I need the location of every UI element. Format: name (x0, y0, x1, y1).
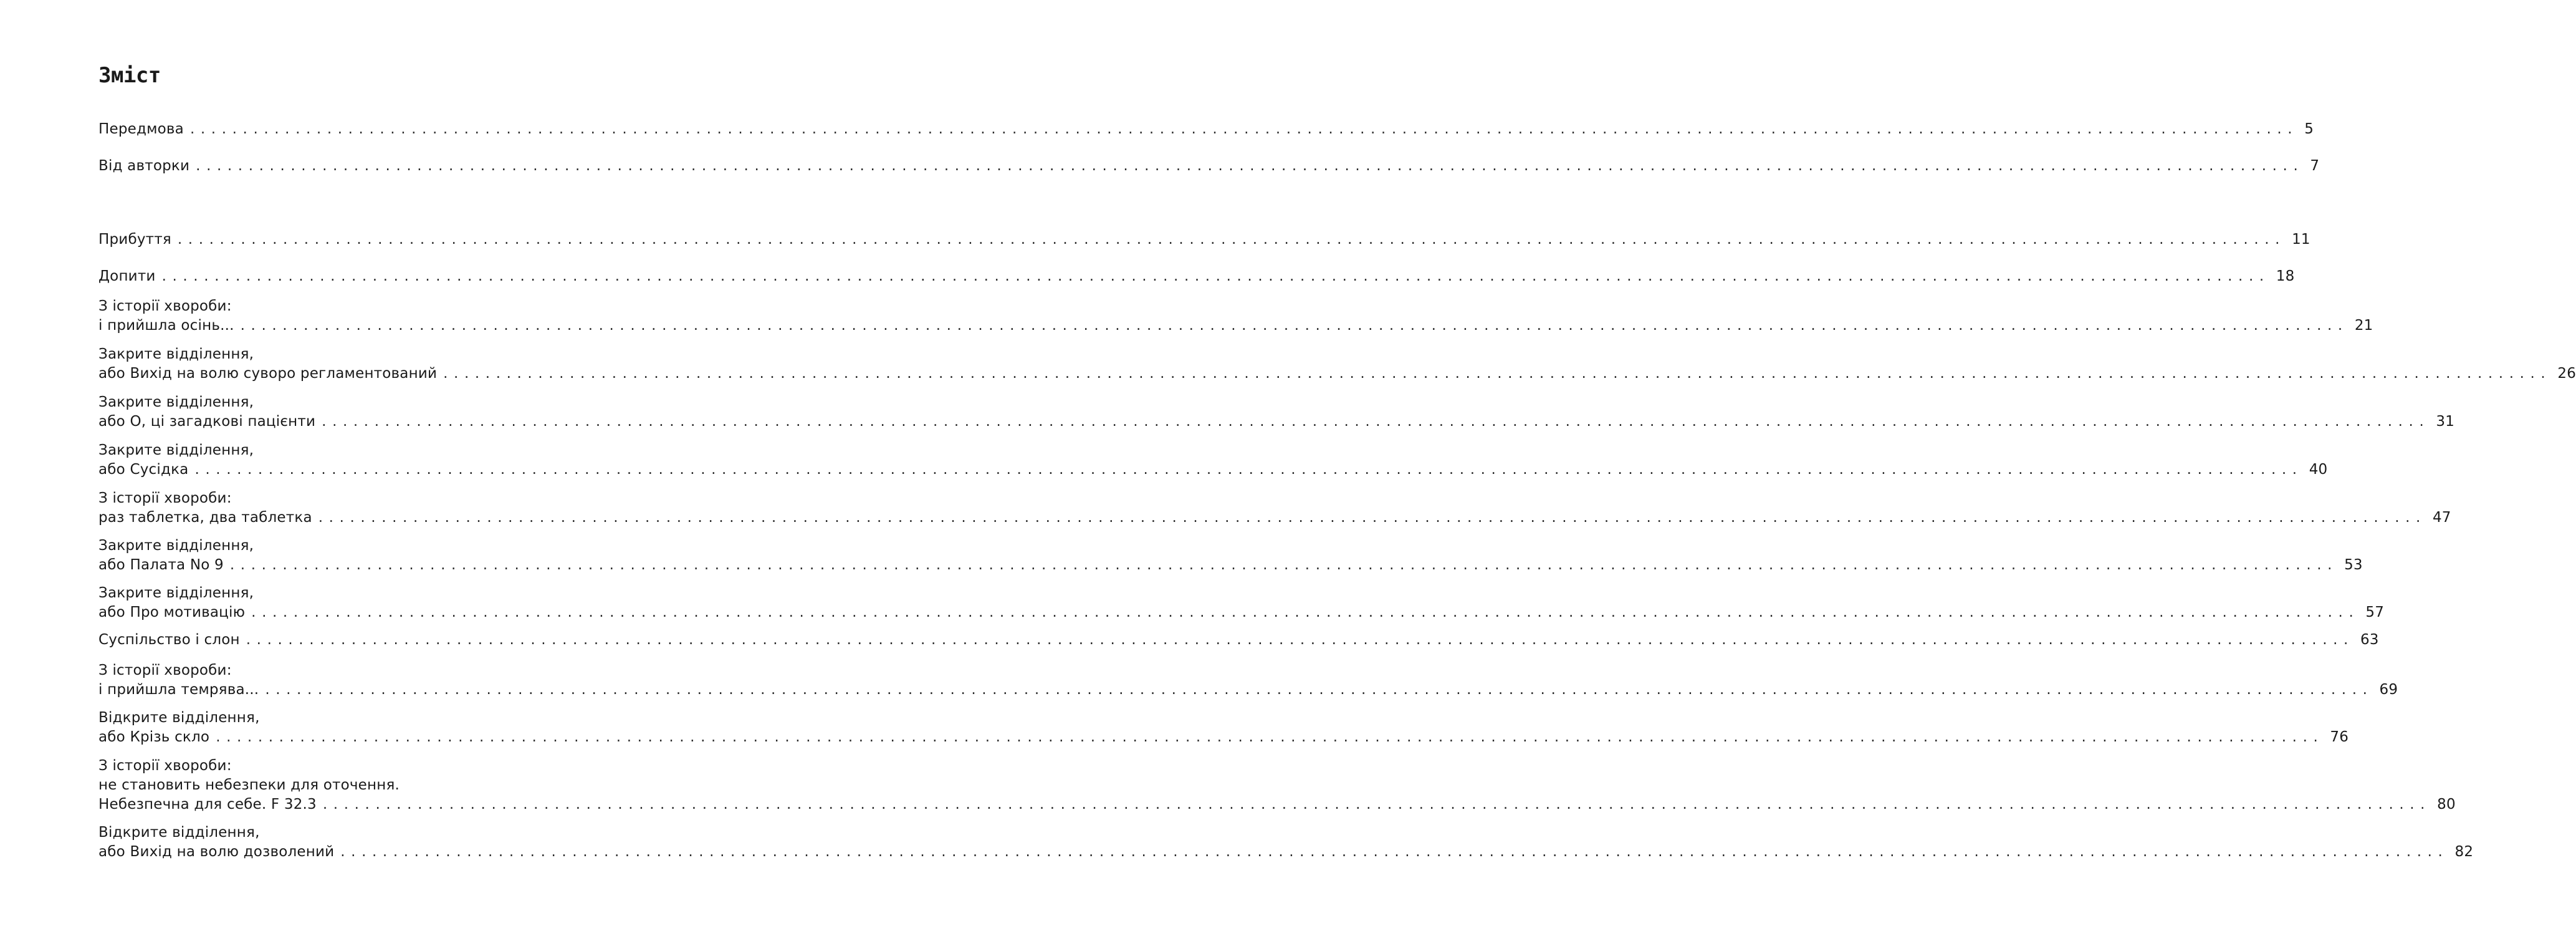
toc-page-number: 11 (2292, 231, 2310, 248)
toc-entry (98, 756, 2456, 814)
toc-entry-title-line: або О, ці загадкові пацієнти (98, 413, 316, 430)
toc-entry-title-line: Прибуття (98, 231, 171, 248)
toc-entry-row (98, 630, 2379, 650)
toc-entry-row (98, 556, 2363, 575)
toc-entry (98, 345, 2576, 384)
toc-page-number: 80 (2437, 796, 2456, 813)
dot-leader: ........................................................................................................................................................................................................ (216, 729, 2324, 745)
toc-entry-title-line: або Сусідка (98, 461, 189, 478)
dot-leader: ........................................................................................................................................................................................................ (265, 682, 2373, 698)
toc-entry-title-line: раз таблетка, два таблетка (98, 509, 312, 526)
toc-entry (98, 536, 2363, 575)
toc-entry-title-line: Відкрите відділення, (98, 824, 260, 841)
toc-entry (98, 823, 2474, 862)
toc-entry-title-line: З історії хвороби: (98, 662, 232, 678)
toc-entry-title-line: Закрите відділення, (98, 585, 254, 601)
toc-entry-row (98, 157, 2320, 176)
toc-entry-title-line: Відкрите відділення, (98, 710, 260, 726)
toc-entry-title-line: не становить небезпеки для оточення. (98, 777, 400, 793)
toc-page-number: 82 (2454, 844, 2474, 860)
dot-leader: ........................................................................................................................................................................................................ (318, 509, 2426, 526)
dot-leader: ........................................................................................................................................................................................................ (194, 461, 2303, 478)
dot-leader: ........................................................................................................................................................................................................ (251, 604, 2360, 620)
toc-entry-title-line: Небезпечна для себе. F 32.3 (98, 796, 317, 813)
toc-page-number: 47 (2432, 509, 2451, 526)
toc-entry-title-line: або Вихід на волю суворо регламентований (98, 365, 438, 382)
toc-entry (98, 584, 2385, 622)
dot-leader: ........................................................................................................................................................................................................ (196, 158, 2304, 174)
toc-entry (98, 441, 2328, 480)
toc-page-number: 63 (2360, 632, 2379, 648)
toc-page-number: 53 (2344, 557, 2363, 573)
toc-entry-title-line: З історії хвороби: (98, 758, 232, 774)
page-title: Зміст (98, 63, 161, 88)
dot-leader: ........................................................................................................................................................................................................ (240, 317, 2349, 334)
toc-entry-title-line: і прийшла осінь... (98, 317, 234, 334)
toc-entry-title-line: або Про мотивацію (98, 604, 246, 620)
dot-leader: ........................................................................................................................................................................................................ (161, 268, 2270, 284)
toc-entry (98, 267, 2295, 286)
toc-page-number: 57 (2365, 604, 2385, 620)
toc-page-number: 18 (2276, 268, 2295, 284)
toc-entry-title-line: Суспільство і слон (98, 632, 240, 648)
dot-leader: ........................................................................................................................................................................................................ (443, 365, 2552, 382)
toc-entry (98, 630, 2379, 650)
toc-entry-title-line: Закрите відділення, (98, 346, 254, 362)
toc-entry-title-line: Закрите відділення, (98, 442, 254, 458)
toc-page-number: 7 (2310, 158, 2320, 174)
dot-leader: ........................................................................................................................................................................................................ (322, 796, 2431, 813)
dot-leader: ........................................................................................................................................................................................................ (177, 231, 2286, 248)
toc-entry-title-line: Від авторки (98, 158, 190, 174)
toc-entry-row (98, 267, 2295, 286)
toc-page-number: 31 (2436, 413, 2455, 430)
dot-leader: ........................................................................................................................................................................................................ (229, 557, 2339, 573)
toc-page-number: 5 (2304, 121, 2314, 137)
toc-entry-title-line: або Палата No 9 (98, 557, 224, 573)
toc-entry-row (98, 364, 2576, 384)
toc-page-number: 69 (2379, 682, 2398, 698)
toc-page-number: 76 (2330, 729, 2349, 745)
toc-entry-title-line: Передмова (98, 121, 184, 137)
toc-page-number: 40 (2309, 461, 2328, 478)
toc-entry (98, 120, 2314, 139)
toc-entry (98, 708, 2349, 747)
toc-entry-title-line: або Вихід на волю дозволений (98, 844, 335, 860)
toc-entry-row (98, 795, 2456, 814)
toc-entry-row (98, 316, 2373, 335)
toc-entry-row (98, 842, 2474, 862)
dot-leader: ........................................................................................................................................................................................................ (322, 413, 2430, 430)
toc-page (98, 0, 2576, 941)
toc-entry-row (98, 728, 2349, 747)
toc-entry (98, 489, 2451, 528)
toc-page-number: 21 (2354, 317, 2373, 334)
toc-entry (98, 661, 2398, 700)
toc-entry (98, 230, 2310, 249)
toc-entry (98, 393, 2455, 432)
dot-leader: ........................................................................................................................................................................................................ (246, 632, 2354, 648)
toc-entry-row (98, 508, 2451, 528)
dot-leader: ........................................................................................................................................................................................................ (340, 844, 2449, 860)
toc-entry-row (98, 680, 2398, 700)
toc-entry-title-line: Закрите відділення, (98, 538, 254, 554)
toc-entry (98, 157, 2320, 176)
toc-entry-title-line: Допити (98, 268, 156, 284)
toc-entry-title-line: або Крізь скло (98, 729, 210, 745)
toc-entry-title-line: З історії хвороби: (98, 298, 232, 314)
toc-entry-row (98, 460, 2328, 480)
toc-entry-row (98, 120, 2314, 139)
toc-entry-title-line: і прийшла темрява... (98, 682, 259, 698)
toc-entry-title-line: Закрите відділення, (98, 394, 254, 410)
toc-entry-row (98, 412, 2455, 432)
toc-page-number: 26 (2557, 365, 2576, 382)
toc-entry-title-line: З історії хвороби: (98, 490, 232, 506)
toc-entry-row (98, 603, 2385, 622)
toc-entry (98, 297, 2373, 335)
toc-entry-row (98, 230, 2310, 249)
dot-leader: ........................................................................................................................................................................................................ (189, 121, 2299, 137)
